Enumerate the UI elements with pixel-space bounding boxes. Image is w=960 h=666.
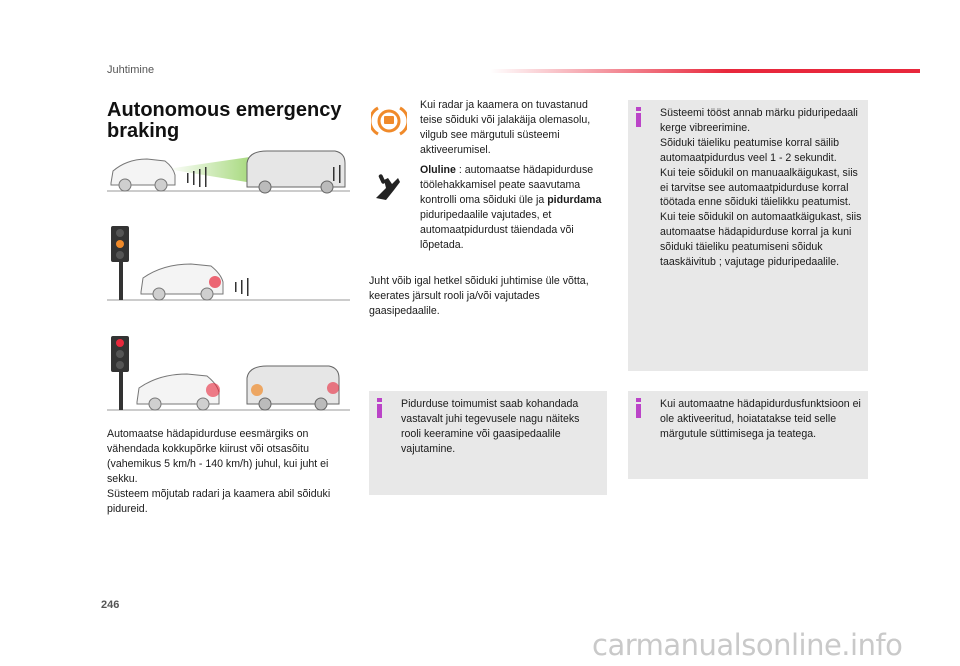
info-icon [636, 398, 641, 418]
page-number: 246 [101, 599, 120, 611]
brake-light-glow [206, 383, 220, 397]
info-box-disabled-text: Kui automaatne hädapidurdusfunktsioon ei ole aktiveeritud, hoiatatakse teid selle märgutule süttimisega ja teatega. [660, 398, 861, 440]
important-brake-word: pidurdama [547, 193, 602, 206]
page-title: Autonomous emergency braking [107, 99, 342, 142]
illustration-emergency-braking [107, 330, 350, 412]
traffic-light [111, 336, 129, 410]
brake-light-glow [209, 276, 221, 288]
important-text-2: piduripedaalile vajutades, et automaatpidurdust täiendada või lõpetada. [420, 208, 574, 251]
info-box-braking [369, 391, 607, 495]
car-silhouette [111, 159, 175, 191]
header-accent-bar [490, 69, 920, 73]
radar-waves [235, 278, 249, 296]
info-box-disabled [628, 391, 868, 479]
brake-warning-lamp-icon [371, 104, 407, 138]
van-light-glow [251, 384, 263, 396]
illustration-car-following-van [107, 147, 350, 197]
traffic-light [111, 226, 129, 300]
important-label: Oluline [420, 164, 456, 176]
radar-lamp-text: Kui radar ja kaamera on tuvastanud teise sõiduki või jalakäija olemasolu, vilgub see märgutuli süsteemi aktiveerumisel. [420, 99, 591, 156]
info-icon [377, 398, 382, 418]
important-text-1: : automaatse hädapidurduse töölehakkamisel peate saavutama kontrolli oma sõiduki üle ja [420, 164, 594, 206]
van-brake-glow [327, 382, 339, 394]
info-box-vibration-text: Süsteemi tööst annab märku piduripedaali kerge vibreerimine. Sõiduki täieliku peatumise korral säilib automaatpidurdus veel 1 - 2 sekundit. Kui teie sõidukil on manuaalkäigukast, siis ei tarvitse see automaatpidurduse korral töötada enne sõiduki täielikku peatumist. Kui teie sõidukil on automaatkäigukast, siis automaatse hädapidurduse korral ja kuni sõiduki täieliku peatumiseni sõiduk taaskäivitub ; vajutage piduripedaalile. [660, 107, 862, 269]
driver-override-text: Juht võib igal hetkel sõiduki juhtimise üle võtta, keerates järsult rooli ja/või vajutades gaasipedaalile. [369, 275, 589, 317]
important-note [420, 163, 610, 252]
info-icon [636, 107, 641, 127]
watermark: carmanualsonline.info [592, 628, 903, 662]
info-box-braking-text: Pidurduse toimumist saab kohandada vastavalt juhi tegevusele nagu näiteks rooli keeramine või gaasipedaalile vajutamine. [401, 398, 580, 455]
info-box-vibration [628, 100, 868, 371]
hand-on-wheel-icon [372, 170, 404, 202]
illustration-warning-phase [107, 220, 350, 302]
van-silhouette [247, 151, 345, 193]
main-description: Automaatse hädapidurduse eesmärgiks on vähendada kokkupõrke kiirust või otsasõitu (vahemikus 5 km/h - 140 km/h) juhul, kui juht ei sekku. Süsteem mõjutab radari ja kaamera abil sõiduki pidureid. [107, 428, 331, 515]
section-header: Juhtimine [107, 64, 155, 76]
